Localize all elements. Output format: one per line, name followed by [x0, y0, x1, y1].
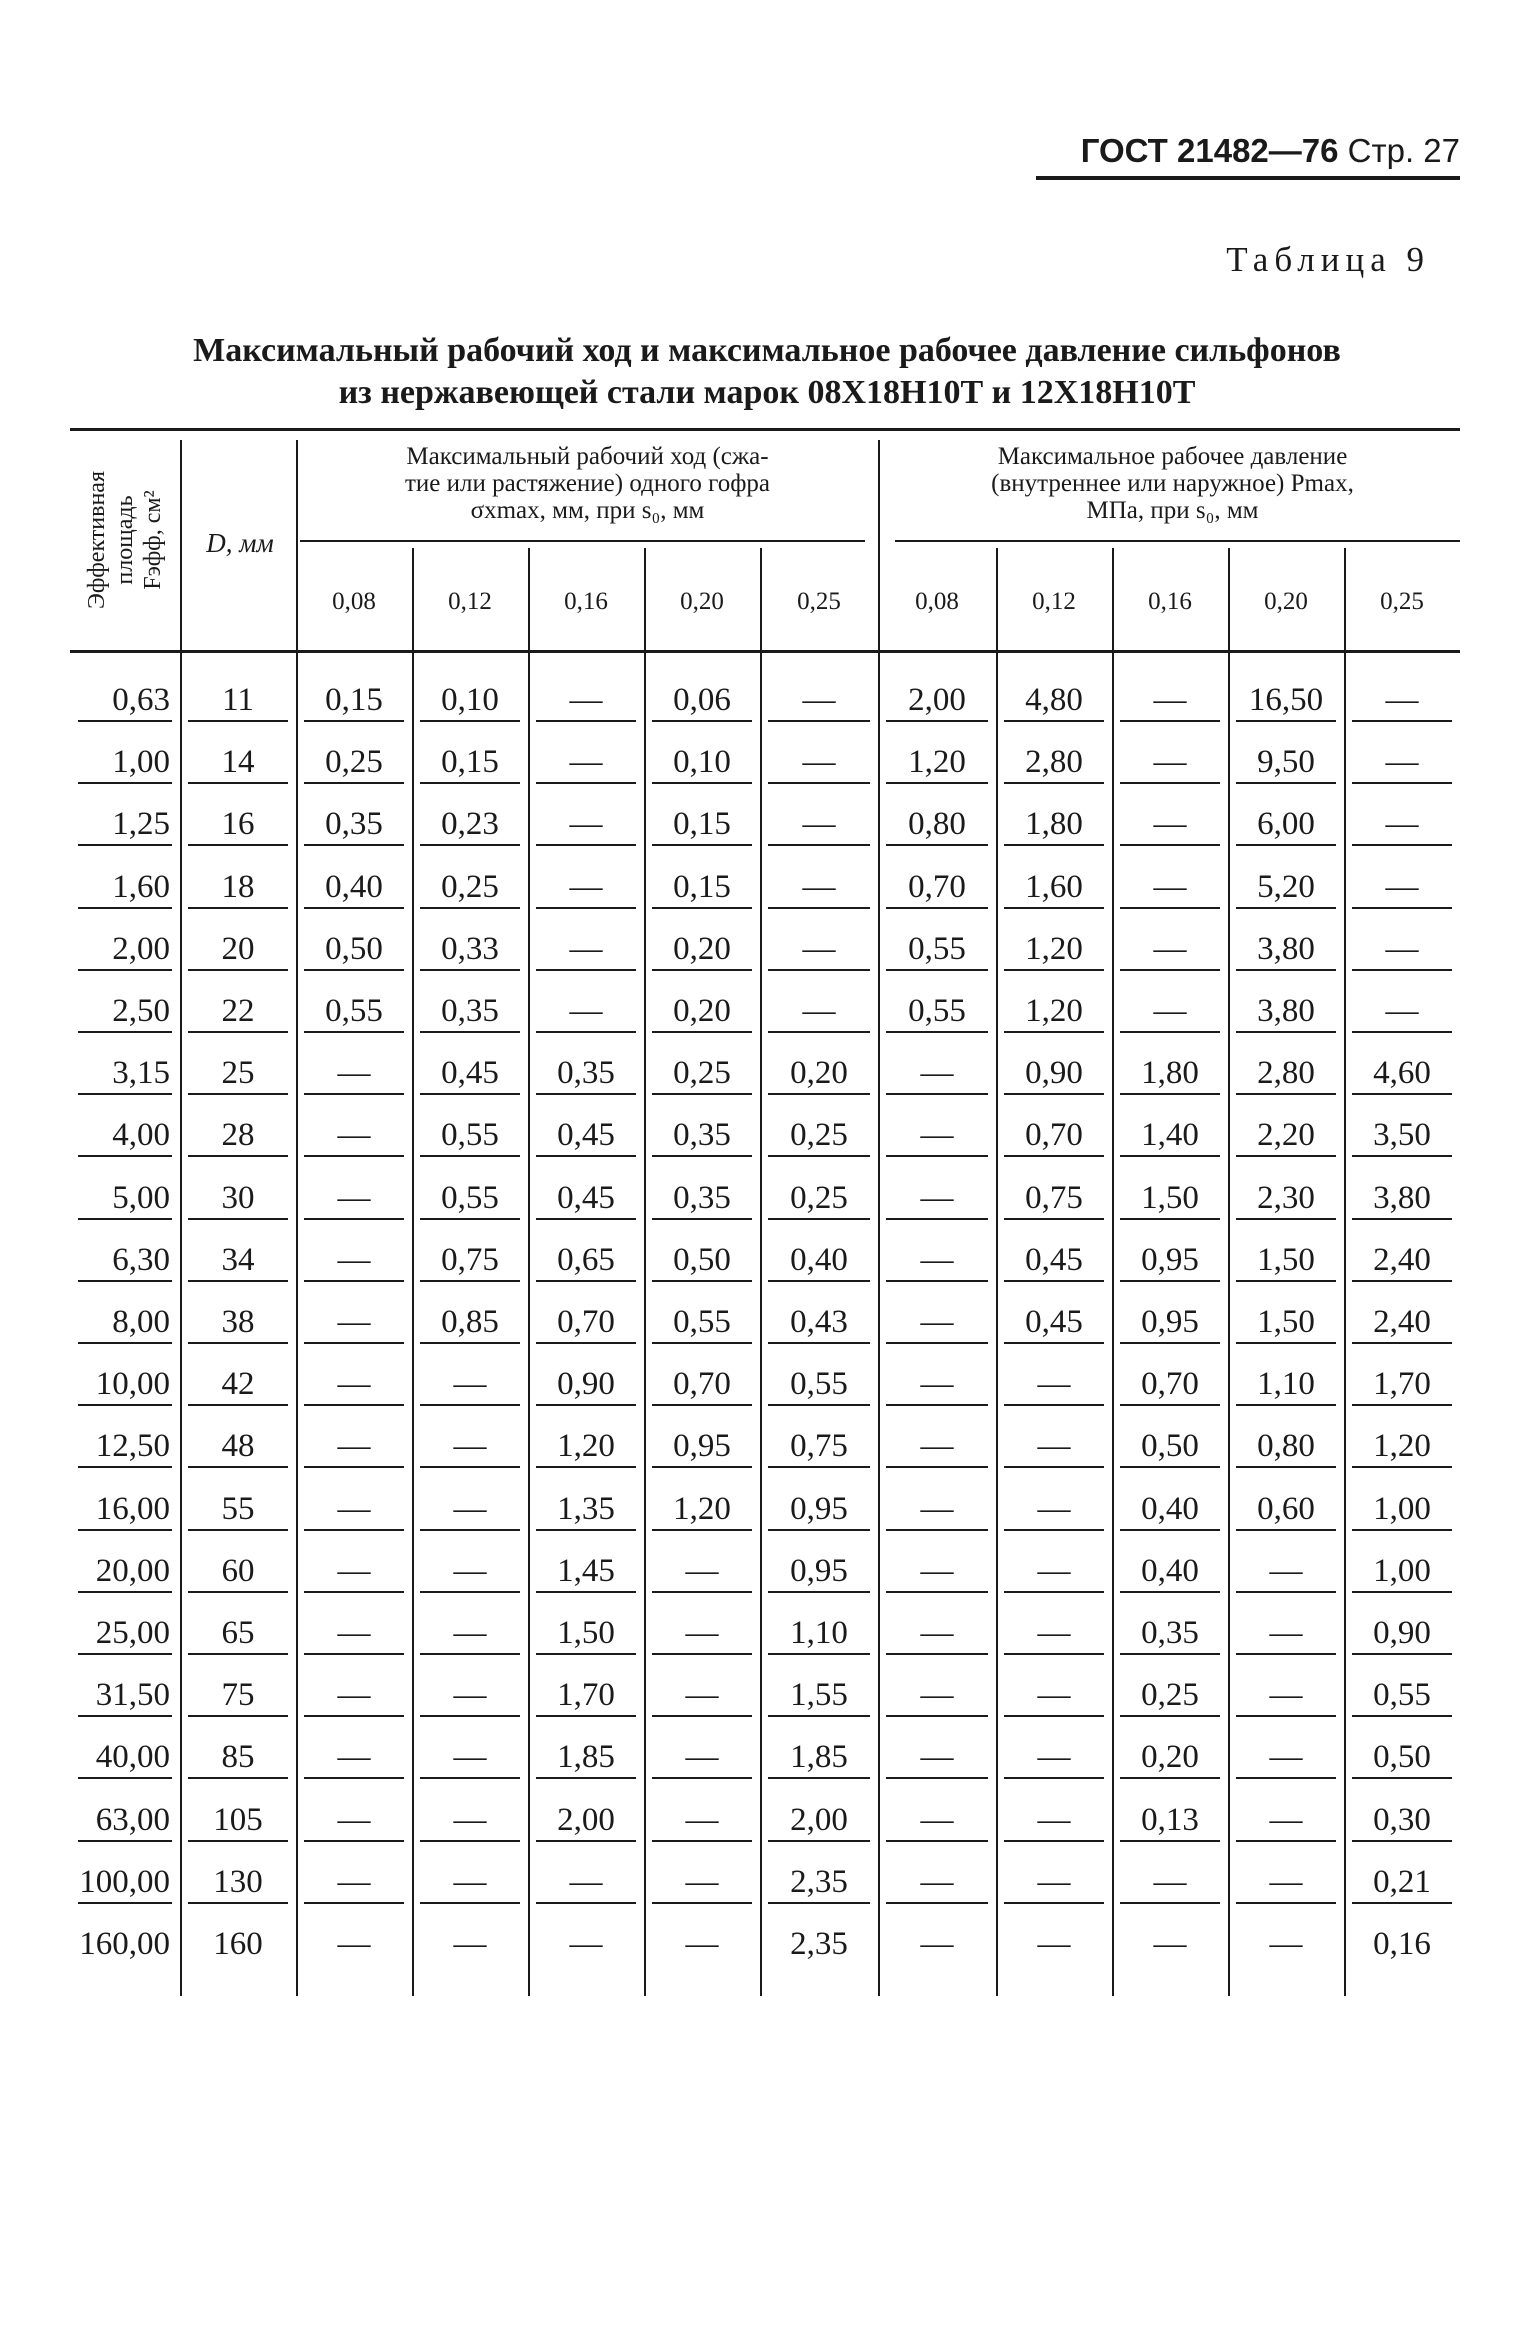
- stroke-cell: —: [304, 1426, 404, 1468]
- stroke-cell: 0,35: [536, 1053, 636, 1095]
- diameter-cell: 30: [188, 1178, 288, 1220]
- pressure-cell: —: [1004, 1737, 1104, 1779]
- page-header: [1036, 132, 1460, 180]
- column-divider: [644, 548, 646, 1996]
- stroke-cell: 0,25: [420, 867, 520, 909]
- pressure-cell: —: [1236, 1862, 1336, 1904]
- stroke-cell: 0,15: [652, 804, 752, 846]
- pressure-cell: —: [886, 1551, 988, 1593]
- diameter-cell: 34: [188, 1240, 288, 1282]
- pressure-cell: —: [1236, 1613, 1336, 1655]
- stroke-cell: —: [420, 1675, 520, 1717]
- pressure-cell: 16,50: [1236, 680, 1336, 722]
- stroke-cell: 1,20: [652, 1489, 752, 1531]
- stroke-cell: —: [420, 1551, 520, 1593]
- pressure-cell: 9,50: [1236, 742, 1336, 784]
- diameter-column-header: D, мм: [206, 528, 274, 558]
- stroke-cell: 0,45: [536, 1178, 636, 1220]
- stroke-cell: 0,85: [420, 1302, 520, 1344]
- pressure-cell: —: [1120, 867, 1220, 909]
- pressure-cell: —: [1004, 1675, 1104, 1717]
- stroke-cell: 2,00: [768, 1800, 870, 1842]
- stroke-cell: 0,45: [420, 1053, 520, 1095]
- stroke-cell: 0,25: [768, 1115, 870, 1157]
- pressure-cell: 0,16: [1373, 1926, 1431, 1962]
- stroke-thickness-header: 0,16: [564, 588, 608, 615]
- pressure-cell: 2,20: [1236, 1115, 1336, 1157]
- pressure-cell: —: [920, 1926, 954, 1962]
- stroke-cell: 0,35: [652, 1115, 752, 1157]
- table-label: Таблица 9: [1226, 240, 1430, 279]
- stroke-cell: 2,35: [768, 1862, 870, 1904]
- pressure-cell: 1,40: [1120, 1115, 1220, 1157]
- stroke-cell: 0,50: [304, 929, 404, 971]
- stroke-cell: 0,65: [536, 1240, 636, 1282]
- stroke-cell: 0,55: [768, 1364, 870, 1406]
- pressure-cell: —: [886, 1800, 988, 1842]
- diameter-cell: 55: [188, 1489, 288, 1531]
- pressure-cell: —: [1004, 1426, 1104, 1468]
- pressure-cell: 0,95: [1120, 1240, 1220, 1282]
- stroke-cell: —: [304, 1675, 404, 1717]
- area-cell: 3,15: [78, 1053, 172, 1095]
- pressure-cell: —: [1037, 1926, 1071, 1962]
- pressure-cell: 3,80: [1352, 1178, 1452, 1220]
- stroke-cell: 0,20: [652, 991, 752, 1033]
- stroke-cell: —: [304, 1053, 404, 1095]
- area-cell: 16,00: [78, 1489, 172, 1531]
- stroke-cell: —: [536, 804, 636, 846]
- stroke-cell: 0,25: [652, 1053, 752, 1095]
- area-cell: 2,50: [78, 991, 172, 1033]
- pressure-cell: —: [1153, 1926, 1187, 1962]
- column-divider: [1112, 548, 1114, 1996]
- stroke-cell: —: [420, 1613, 520, 1655]
- diameter-cell: 48: [188, 1426, 288, 1468]
- stroke-cell: —: [536, 680, 636, 722]
- stroke-cell: 0,35: [652, 1178, 752, 1220]
- pressure-cell: —: [1352, 991, 1452, 1033]
- table-title: [100, 330, 1434, 414]
- pressure-thickness-header: 0,12: [1032, 588, 1076, 615]
- pressure-cell: —: [1352, 867, 1452, 909]
- stroke-cell: 2,00: [536, 1800, 636, 1842]
- stroke-cell: —: [652, 1551, 752, 1593]
- pressure-cell: 0,30: [1352, 1800, 1452, 1842]
- pressure-cell: 0,40: [1120, 1489, 1220, 1531]
- stroke-cell: 0,33: [420, 929, 520, 971]
- pressure-cell: —: [886, 1240, 988, 1282]
- stroke-cell: —: [768, 680, 870, 722]
- column-divider: [296, 440, 298, 1996]
- pressure-cell: 0,75: [1004, 1178, 1104, 1220]
- stroke-thickness-header: 0,12: [448, 588, 492, 615]
- area-cell: 12,50: [78, 1426, 172, 1468]
- pressure-cell: 0,90: [1004, 1053, 1104, 1095]
- area-cell: 1,25: [78, 804, 172, 846]
- pressure-cell: 1,80: [1004, 804, 1104, 846]
- pressure-cell: —: [886, 1364, 988, 1406]
- column-divider: [412, 548, 414, 1996]
- pressure-cell: 5,20: [1236, 867, 1336, 909]
- stroke-cell: —: [768, 991, 870, 1033]
- pressure-cell: —: [1120, 929, 1220, 971]
- area-cell: 160,00: [79, 1926, 170, 1962]
- pressure-cell: —: [1120, 742, 1220, 784]
- pressure-cell: 0,90: [1352, 1613, 1452, 1655]
- pressure-cell: 1,20: [1004, 929, 1104, 971]
- stroke-cell: 0,10: [652, 742, 752, 784]
- stroke-cell: 1,70: [536, 1675, 636, 1717]
- pressure-cell: 0,13: [1120, 1800, 1220, 1842]
- stroke-cell: 0,43: [768, 1302, 870, 1344]
- stroke-cell: —: [768, 929, 870, 971]
- diameter-cell: 11: [188, 680, 288, 722]
- title-line-1: Максимальный рабочий ход и максимальное рабочее давление сильфонов: [193, 332, 1341, 369]
- diameter-cell: 130: [188, 1862, 288, 1904]
- column-divider: [180, 440, 182, 1996]
- stroke-cell: —: [652, 1862, 752, 1904]
- pressure-cell: 1,50: [1120, 1178, 1220, 1220]
- stroke-cell: —: [536, 991, 636, 1033]
- area-cell: 8,00: [78, 1302, 172, 1344]
- stroke-cell: —: [685, 1926, 719, 1962]
- pressure-cell: —: [886, 1862, 988, 1904]
- pressure-cell: 2,40: [1352, 1302, 1452, 1344]
- pressure-cell: —: [1120, 1862, 1220, 1904]
- stroke-cell: —: [536, 867, 636, 909]
- pressure-cell: 1,50: [1236, 1240, 1336, 1282]
- pressure-cell: 1,00: [1352, 1489, 1452, 1531]
- area-cell: 20,00: [78, 1551, 172, 1593]
- pressure-cell: 0,70: [1004, 1115, 1104, 1157]
- pressure-cell: 1,50: [1236, 1302, 1336, 1344]
- diameter-cell: 42: [188, 1364, 288, 1406]
- column-divider: [1344, 548, 1346, 1996]
- stroke-cell: —: [304, 1737, 404, 1779]
- pressure-cell: —: [1269, 1926, 1303, 1962]
- pressure-cell: —: [886, 1178, 988, 1220]
- stroke-group-rule: [300, 540, 865, 542]
- pressure-cell: 0,80: [1236, 1426, 1336, 1468]
- stroke-cell: 0,35: [304, 804, 404, 846]
- stroke-cell: 0,15: [304, 680, 404, 722]
- pressure-cell: 0,50: [1120, 1426, 1220, 1468]
- pressure-cell: —: [886, 1737, 988, 1779]
- pressure-cell: —: [1352, 929, 1452, 971]
- area-cell: 2,00: [78, 929, 172, 971]
- pressure-cell: 1,80: [1120, 1053, 1220, 1095]
- pressure-cell: 0,55: [886, 929, 988, 971]
- stroke-cell: —: [304, 1364, 404, 1406]
- stroke-cell: 1,35: [536, 1489, 636, 1531]
- stroke-cell: 0,75: [768, 1426, 870, 1468]
- pressure-cell: 2,80: [1004, 742, 1104, 784]
- diameter-cell: 75: [188, 1675, 288, 1717]
- area-cell: 40,00: [78, 1737, 172, 1779]
- diameter-cell: 105: [188, 1800, 288, 1842]
- area-column-header: Эффективная площадь Fэфф, см²: [84, 471, 166, 609]
- pressure-cell: —: [1004, 1800, 1104, 1842]
- stroke-cell: 0,15: [420, 742, 520, 784]
- column-divider: [760, 548, 762, 1996]
- diameter-cell: 18: [188, 867, 288, 909]
- pressure-cell: 2,40: [1352, 1240, 1452, 1282]
- pressure-cell: —: [886, 1489, 988, 1531]
- title-line-2: из нержавеющей стали марок 08Х18Н10Т и 12Х18Н10Т: [338, 374, 1196, 411]
- diameter-cell: 16: [188, 804, 288, 846]
- stroke-cell: 0,70: [536, 1302, 636, 1344]
- stroke-cell: 0,55: [304, 991, 404, 1033]
- pressure-cell: —: [886, 1613, 988, 1655]
- pressure-cell: —: [1352, 804, 1452, 846]
- pressure-cell: 0,95: [1120, 1302, 1220, 1344]
- pressure-cell: 0,25: [1120, 1675, 1220, 1717]
- pressure-cell: —: [1236, 1800, 1336, 1842]
- stroke-cell: 0,90: [536, 1364, 636, 1406]
- stroke-cell: —: [304, 1240, 404, 1282]
- stroke-thickness-header: 0,25: [797, 588, 841, 615]
- stroke-cell: —: [652, 1800, 752, 1842]
- pressure-cell: 0,70: [1120, 1364, 1220, 1406]
- pressure-cell: 4,80: [1004, 680, 1104, 722]
- stroke-cell: 1,10: [768, 1613, 870, 1655]
- column-divider: [1228, 548, 1230, 1996]
- stroke-cell: 0,25: [304, 742, 404, 784]
- stroke-cell: 0,40: [304, 867, 404, 909]
- column-divider: [528, 548, 530, 1996]
- pressure-cell: 2,80: [1236, 1053, 1336, 1095]
- pressure-cell: 1,20: [886, 742, 988, 784]
- column-divider: [878, 440, 880, 1996]
- stroke-cell: —: [304, 1551, 404, 1593]
- pressure-cell: 1,00: [1352, 1551, 1452, 1593]
- stroke-thickness-header: 0,08: [332, 588, 376, 615]
- stroke-cell: —: [453, 1926, 487, 1962]
- stroke-cell: —: [304, 1115, 404, 1157]
- table-top-rule: [70, 428, 1460, 431]
- area-cell: 10,00: [78, 1364, 172, 1406]
- area-cell: 1,00: [78, 742, 172, 784]
- pressure-thickness-header: 0,20: [1264, 588, 1308, 615]
- area-cell: 4,00: [78, 1115, 172, 1157]
- stroke-cell: —: [768, 742, 870, 784]
- pressure-cell: 3,50: [1352, 1115, 1452, 1157]
- stroke-cell: 0,45: [536, 1115, 636, 1157]
- stroke-cell: 0,55: [420, 1178, 520, 1220]
- stroke-cell: 1,20: [536, 1426, 636, 1468]
- diameter-cell: 160: [213, 1926, 263, 1962]
- pressure-cell: —: [1120, 991, 1220, 1033]
- pressure-cell: 1,60: [1004, 867, 1104, 909]
- stroke-cell: —: [420, 1426, 520, 1468]
- pressure-cell: 2,00: [886, 680, 988, 722]
- diameter-cell: 85: [188, 1737, 288, 1779]
- stroke-cell: —: [652, 1675, 752, 1717]
- stroke-cell: 0,55: [652, 1302, 752, 1344]
- pressure-cell: —: [1004, 1489, 1104, 1531]
- pressure-cell: —: [886, 1302, 988, 1344]
- stroke-cell: 0,20: [768, 1053, 870, 1095]
- header-bottom-rule: [70, 650, 1460, 653]
- page-number: Стр. 27: [1347, 132, 1460, 169]
- stroke-cell: 0,35: [420, 991, 520, 1033]
- stroke-thickness-header: 0,20: [680, 588, 724, 615]
- stroke-cell: —: [420, 1489, 520, 1531]
- pressure-cell: 0,45: [1004, 1240, 1104, 1282]
- stroke-cell: —: [652, 1737, 752, 1779]
- pressure-cell: —: [1120, 680, 1220, 722]
- pressure-cell: 0,55: [886, 991, 988, 1033]
- diameter-cell: 25: [188, 1053, 288, 1095]
- diameter-cell: 20: [188, 929, 288, 971]
- stroke-cell: —: [420, 1862, 520, 1904]
- pressure-group-header: Максимальное рабочее давление (внутреннее или наружное) Pmax, МПа, при s₀, мм: [991, 443, 1354, 524]
- pressure-cell: —: [1004, 1862, 1104, 1904]
- stroke-cell: 1,85: [536, 1737, 636, 1779]
- stroke-cell: —: [304, 1178, 404, 1220]
- standard-number: ГОСТ 21482—76: [1080, 132, 1339, 169]
- pressure-cell: 6,00: [1236, 804, 1336, 846]
- stroke-cell: 0,10: [420, 680, 520, 722]
- area-cell: 1,60: [78, 867, 172, 909]
- pressure-cell: 0,20: [1120, 1737, 1220, 1779]
- stroke-cell: 0,20: [652, 929, 752, 971]
- pressure-cell: —: [1352, 680, 1452, 722]
- pressure-cell: 3,80: [1236, 991, 1336, 1033]
- stroke-cell: —: [420, 1800, 520, 1842]
- stroke-cell: 0,40: [768, 1240, 870, 1282]
- pressure-cell: 1,20: [1004, 991, 1104, 1033]
- stroke-cell: 1,55: [768, 1675, 870, 1717]
- stroke-cell: 0,75: [420, 1240, 520, 1282]
- stroke-cell: 0,06: [652, 680, 752, 722]
- stroke-cell: —: [536, 1862, 636, 1904]
- stroke-cell: 2,35: [790, 1926, 848, 1962]
- pressure-cell: 0,40: [1120, 1551, 1220, 1593]
- pressure-cell: 0,60: [1236, 1489, 1336, 1531]
- pressure-group-rule: [895, 540, 1460, 542]
- pressure-thickness-header: 0,16: [1148, 588, 1192, 615]
- stroke-cell: —: [536, 742, 636, 784]
- pressure-cell: 2,30: [1236, 1178, 1336, 1220]
- pressure-cell: 1,20: [1352, 1426, 1452, 1468]
- pressure-cell: —: [886, 1115, 988, 1157]
- pressure-cell: —: [886, 1675, 988, 1717]
- area-cell: 63,00: [78, 1800, 172, 1842]
- stroke-group-header: Максимальный рабочий ход (сжа- тие или растяжение) одного гофра σxmax, мм, при s₀, мм: [404, 443, 771, 524]
- pressure-cell: —: [1004, 1613, 1104, 1655]
- pressure-cell: —: [886, 1053, 988, 1095]
- stroke-cell: 0,95: [768, 1551, 870, 1593]
- pressure-cell: 0,80: [886, 804, 988, 846]
- stroke-cell: —: [304, 1489, 404, 1531]
- stroke-cell: —: [768, 804, 870, 846]
- area-cell: 25,00: [78, 1613, 172, 1655]
- stroke-cell: 1,45: [536, 1551, 636, 1593]
- diameter-cell: 14: [188, 742, 288, 784]
- pressure-cell: 0,35: [1120, 1613, 1220, 1655]
- pressure-cell: —: [1236, 1675, 1336, 1717]
- pressure-cell: 4,60: [1352, 1053, 1452, 1095]
- area-cell: 31,50: [78, 1675, 172, 1717]
- diameter-cell: 38: [188, 1302, 288, 1344]
- pressure-cell: —: [1236, 1737, 1336, 1779]
- pressure-cell: 0,21: [1352, 1862, 1452, 1904]
- pressure-cell: 1,70: [1352, 1364, 1452, 1406]
- stroke-cell: —: [536, 929, 636, 971]
- stroke-cell: 1,50: [536, 1613, 636, 1655]
- pressure-thickness-header: 0,25: [1380, 588, 1424, 615]
- pressure-cell: 3,80: [1236, 929, 1336, 971]
- pressure-cell: 0,50: [1352, 1737, 1452, 1779]
- diameter-cell: 28: [188, 1115, 288, 1157]
- stroke-cell: 1,85: [768, 1737, 870, 1779]
- stroke-cell: —: [420, 1737, 520, 1779]
- pressure-cell: 0,55: [1352, 1675, 1452, 1717]
- pressure-cell: —: [886, 1426, 988, 1468]
- stroke-cell: —: [304, 1302, 404, 1344]
- pressure-cell: 0,45: [1004, 1302, 1104, 1344]
- pressure-cell: —: [1120, 804, 1220, 846]
- pressure-cell: —: [1352, 742, 1452, 784]
- pressure-cell: —: [1004, 1551, 1104, 1593]
- stroke-cell: —: [569, 1926, 603, 1962]
- pressure-cell: —: [1236, 1551, 1336, 1593]
- stroke-cell: 0,55: [420, 1115, 520, 1157]
- stroke-cell: —: [304, 1862, 404, 1904]
- stroke-cell: —: [304, 1613, 404, 1655]
- stroke-cell: —: [304, 1800, 404, 1842]
- stroke-cell: —: [337, 1926, 371, 1962]
- stroke-cell: 0,25: [768, 1178, 870, 1220]
- area-cell: 5,00: [78, 1178, 172, 1220]
- area-cell: 6,30: [78, 1240, 172, 1282]
- diameter-cell: 65: [188, 1613, 288, 1655]
- stroke-cell: 0,70: [652, 1364, 752, 1406]
- stroke-cell: 0,15: [652, 867, 752, 909]
- diameter-cell: 22: [188, 991, 288, 1033]
- stroke-cell: 0,50: [652, 1240, 752, 1282]
- pressure-cell: 1,10: [1236, 1364, 1336, 1406]
- stroke-cell: 0,95: [768, 1489, 870, 1531]
- pressure-cell: 0,70: [886, 867, 988, 909]
- diameter-cell: 60: [188, 1551, 288, 1593]
- stroke-cell: 0,23: [420, 804, 520, 846]
- stroke-cell: —: [652, 1613, 752, 1655]
- stroke-cell: 0,95: [652, 1426, 752, 1468]
- stroke-cell: —: [420, 1364, 520, 1406]
- area-cell: 0,63: [78, 680, 172, 722]
- pressure-cell: —: [1004, 1364, 1104, 1406]
- area-cell: 100,00: [78, 1862, 172, 1904]
- pressure-thickness-header: 0,08: [915, 588, 959, 615]
- column-divider: [996, 548, 998, 1996]
- stroke-cell: —: [768, 867, 870, 909]
